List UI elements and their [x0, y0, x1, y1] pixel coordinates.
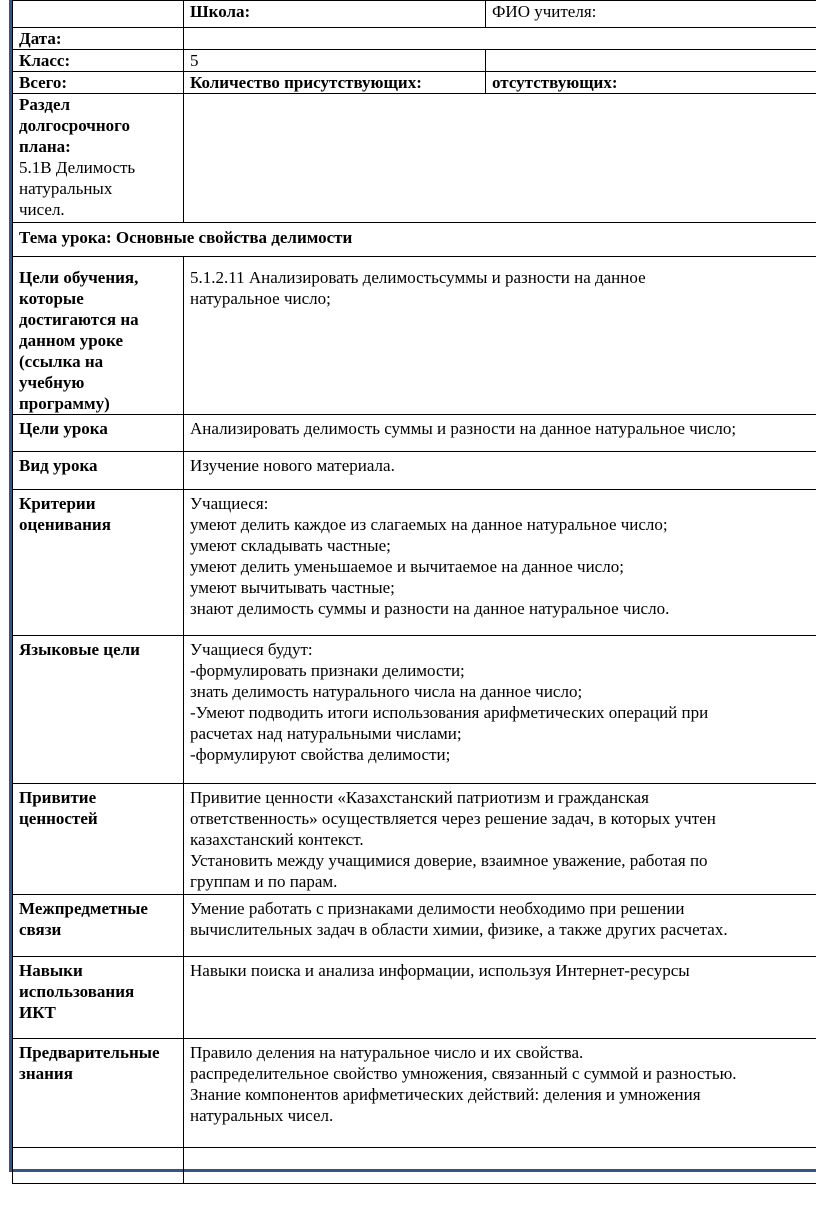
cross-curricular-content [184, 895, 816, 957]
content-line: умеют делить каждое из слагаемых на данное натуральное число; [190, 515, 668, 534]
prior-knowledge-label [13, 1039, 184, 1148]
present-label: Количество присутствующих: [184, 72, 486, 94]
content-line: Правило деления на натуральное число и их свойства. [190, 1043, 584, 1062]
content-line: Учащиеся: [190, 494, 269, 513]
label-line: Цели обучения, [19, 268, 139, 287]
values-row [13, 784, 816, 895]
content-line: Установить между учащимися доверие, взаимное уважение, работая по [190, 851, 708, 870]
topic-label: Тема урока: [19, 228, 112, 247]
label-line: ценностей [19, 809, 98, 828]
section-cell [13, 94, 184, 223]
school-label: Школа: [184, 1, 486, 28]
empty-cell [13, 1, 184, 28]
values-label [13, 784, 184, 895]
section-value-line: чисел. [19, 200, 65, 219]
content-line: Знание компонентов арифметических действий: деления и умножения [190, 1085, 701, 1104]
teacher-label: ФИО учителя: [486, 1, 816, 28]
lesson-goals-row [13, 415, 816, 452]
cross-curricular-label [13, 895, 184, 957]
ict-label [13, 957, 184, 1039]
topic-value: Основные свойства делимости [115, 228, 353, 247]
label-line: использования [19, 982, 135, 1001]
lesson-type-content: Изучение нового материала. [184, 452, 816, 490]
class-value: 5 [184, 50, 486, 72]
content-line: вычислительных задач в области химии, физике, а также других расчетах. [190, 920, 728, 939]
learning-goals-label [13, 257, 184, 415]
label-line: Привитие [19, 788, 97, 807]
lesson-plan-table [12, 0, 816, 1184]
section-label-line: долгосрочного [19, 116, 130, 135]
label-line: Критерии [19, 494, 96, 513]
language-goals-row [13, 636, 816, 784]
content-line: -формулируют свойства делимости; [190, 745, 451, 764]
content-line: ответственность» осуществляется через решение задач, в которых учтен [190, 809, 716, 828]
empty-cell [486, 50, 816, 72]
section-value-line: 5.1В Делимость [19, 158, 136, 177]
empty-row [13, 1148, 816, 1184]
empty-cell [184, 1148, 816, 1184]
content-line: знать делимость натурального числа на данное число; [190, 682, 583, 701]
content-line: -формулировать признаки делимости; [190, 661, 465, 680]
content-line: группам и по парам. [190, 872, 338, 891]
content-line: Привитие ценности «Казахстанский патриотизм и гражданская [190, 788, 649, 807]
topic-row [13, 223, 816, 257]
content-line: умеют вычитывать частные; [190, 578, 395, 597]
attendance-row [13, 72, 816, 94]
content-line: натуральных чисел. [190, 1106, 334, 1125]
section-empty [184, 94, 816, 223]
label-line: (ссылка на [19, 352, 104, 371]
content-line: расчетах над натуральными числами; [190, 724, 462, 743]
ict-row [13, 957, 816, 1039]
content-line: Умение работать с признаками делимости необходимо при решении [190, 899, 685, 918]
lesson-type-label: Вид урока [13, 452, 184, 490]
label-line: которые [19, 289, 84, 308]
total-label: Всего: [13, 72, 184, 94]
content-line: Учащиеся будут: [190, 640, 313, 659]
label-line: учебную [19, 373, 85, 392]
lesson-goals-content: Анализировать делимость суммы и разности на данное натуральное число; [184, 415, 816, 452]
criteria-label [13, 490, 184, 636]
prior-knowledge-content [184, 1039, 816, 1148]
topic-cell [13, 223, 816, 257]
label-line: программу) [19, 394, 110, 413]
content-line: распределительное свойство умножения, связанный с суммой и разностью. [190, 1064, 737, 1083]
lesson-type-row [13, 452, 816, 490]
lesson-goals-label: Цели урока [13, 415, 184, 452]
label-line: данном уроке [19, 331, 124, 350]
content-line: знают делимость суммы и разности на данное натуральное число. [190, 599, 670, 618]
ict-content: Навыки поиска и анализа информации, используя Интернет-ресурсы [184, 957, 816, 1039]
date-label: Дата: [13, 28, 184, 50]
values-content [184, 784, 816, 895]
section-label-line: Раздел [19, 95, 71, 114]
label-line: достигаются на [19, 310, 139, 329]
class-row [13, 50, 816, 72]
learning-goals-content [184, 257, 816, 415]
learning-goals-row [13, 257, 816, 415]
absent-label: отсутствующих: [486, 72, 816, 94]
section-value-line: натуральных [19, 179, 113, 198]
content-line: -Умеют подводить итоги использования арифметических операций при [190, 703, 709, 722]
language-goals-content [184, 636, 816, 784]
label-line: Межпредметные [19, 899, 148, 918]
class-label: Класс: [13, 50, 184, 72]
label-line: оценивания [19, 515, 111, 534]
empty-cell [13, 1148, 184, 1184]
section-row [13, 94, 816, 223]
label-line: Навыки [19, 961, 83, 980]
label-line: ИКТ [19, 1003, 56, 1022]
date-value [184, 28, 816, 50]
criteria-content [184, 490, 816, 636]
prior-knowledge-row [13, 1039, 816, 1148]
date-row [13, 28, 816, 50]
content-line: умеют складывать частные; [190, 536, 391, 555]
label-line: Предварительные [19, 1043, 160, 1062]
section-label-line: плана: [19, 137, 71, 156]
content-line: умеют делить уменьшаемое и вычитаемое на данное число; [190, 557, 624, 576]
criteria-row [13, 490, 816, 636]
content-line: натуральное число; [190, 289, 331, 308]
label-line: знания [19, 1064, 73, 1083]
content-line: 5.1.2.11 Анализировать делимостьсуммы и разности на данное [190, 268, 646, 287]
content-line: казахстанский контекст. [190, 830, 364, 849]
language-goals-label: Языковые цели [13, 636, 184, 784]
header-row [13, 1, 816, 28]
label-line: связи [19, 920, 62, 939]
cross-curricular-row [13, 895, 816, 957]
